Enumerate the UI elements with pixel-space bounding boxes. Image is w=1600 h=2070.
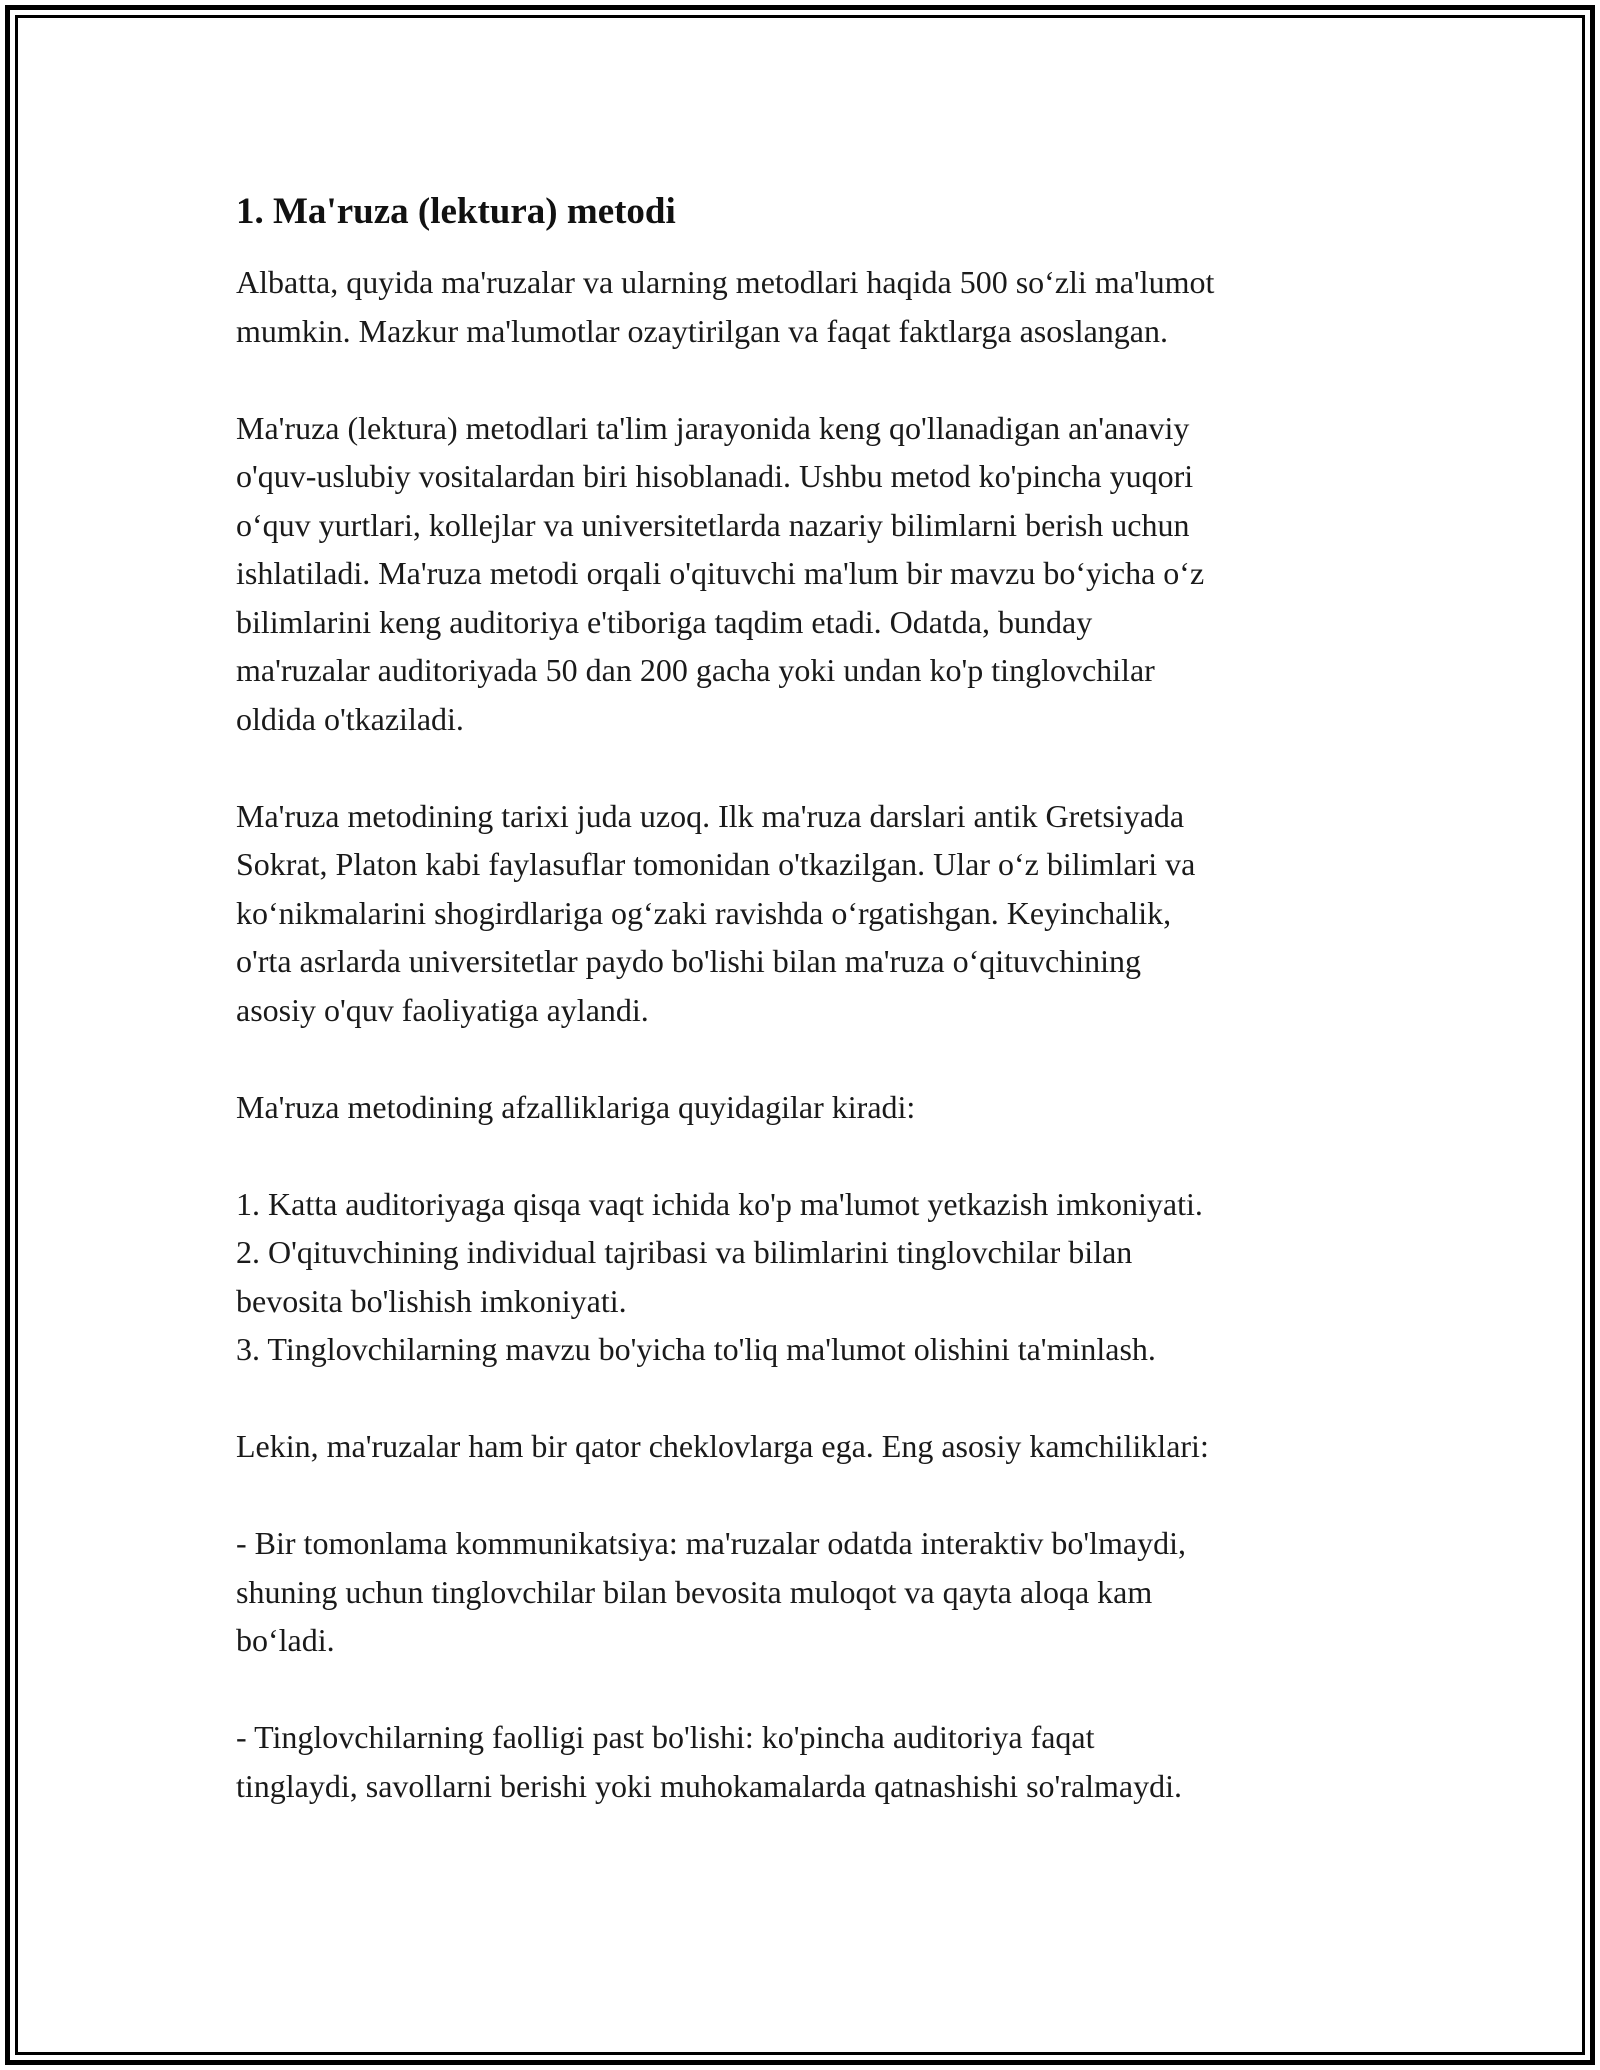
history-paragraph: Ma'ruza metodining tarixi juda uzoq. Ilk ma'ruza darslari antik Gretsiyada Sokrat, Platon kabi faylasuflar tomonidan o'tkazilgan. Ular o‘z bilimlari va ko‘nikmalarini shogirdlariga og‘zaki ravishda o‘rgatishgan. Keyinchalik, o'rta asrlarda universitetlar paydo bo'lishi bilan ma'ruza o‘qituvchining asosiy o'quv faoliyatiga aylandi. [236,797,1196,1028]
paragraph-gap [236,1034,1386,1083]
limitation-item: - Bir tomonlama kommunikatsiya: ma'ruzalar odatda interaktiv bo'lmaydi, shuning uchun tinglovchilar bilan bevosita muloqot va qayta aloqa kam bo‘ladi. [236,1525,1186,1658]
paragraph-gap [236,1131,1386,1180]
paragraph-gap [236,743,1386,792]
advantages-intro: Ma'ruza metodining afzalliklariga quyidagilar kiradi: [236,1088,916,1125]
paragraph-gap [236,355,1386,404]
document-body [236,186,1386,1810]
intro-paragraph: Albatta, quyida ma'ruzalar va ularning metodlari haqida 500 so‘zli ma'lumot mumkin. Mazkur ma'lumotlar ozaytirilgan va faqat faktlarga asoslangan. [236,264,1215,349]
paragraph-gap [236,1471,1386,1520]
advantages-list: 1. Katta auditoriyaga qisqa vaqt ichida ko'p ma'lumot yetkazish imkoniyati. 2. O'qituvchining individual tajribasi va bilimlarini tinglovchilar bilan bevosita bo'lishish imkoniyati. 3. Tinglovchilarning mavzu bo'yicha to'liq ma'lumot olishini ta'minlash. [236,1185,1203,1367]
definition-paragraph: Ma'ruza (lektura) metodlari ta'lim jarayonida keng qo'llanadigan an'anaviy o'quv-uslubiy vositalardan biri hisoblanadi. Ushbu metod ko'pincha yuqori o‘quv yurtlari, kollejlar va universitetlarda nazariy bilimlarni berish uchun ishlatiladi. Ma'ruza metodi orqali o'qituvchi ma'lum bir mavzu bo‘yicha o‘z bilimlarini keng auditoriya e'tiboriga taqdim etadi. Odatda, bunday ma'ruzalar auditoriyada 50 dan 200 gacha yoki undan ko'p tinglovchilar oldida o'tkaziladi. [236,409,1205,737]
limitation-item: - Tinglovchilarning faolligi past bo'lishi: ko'pincha auditoriya faqat tinglaydi, savollarni berishi yoki muhokamalarda qatnashishi so'ralmaydi. [236,1719,1183,1804]
section-heading: 1. Ma'ruza (lektura) metodi [236,191,676,232]
paragraph-gap [236,1374,1386,1423]
limitations-intro: Lekin, ma'ruzalar ham bir qator cheklovlarga ega. Eng asosiy kamchiliklari: [236,1428,1209,1464]
paragraph-gap [236,1665,1386,1714]
